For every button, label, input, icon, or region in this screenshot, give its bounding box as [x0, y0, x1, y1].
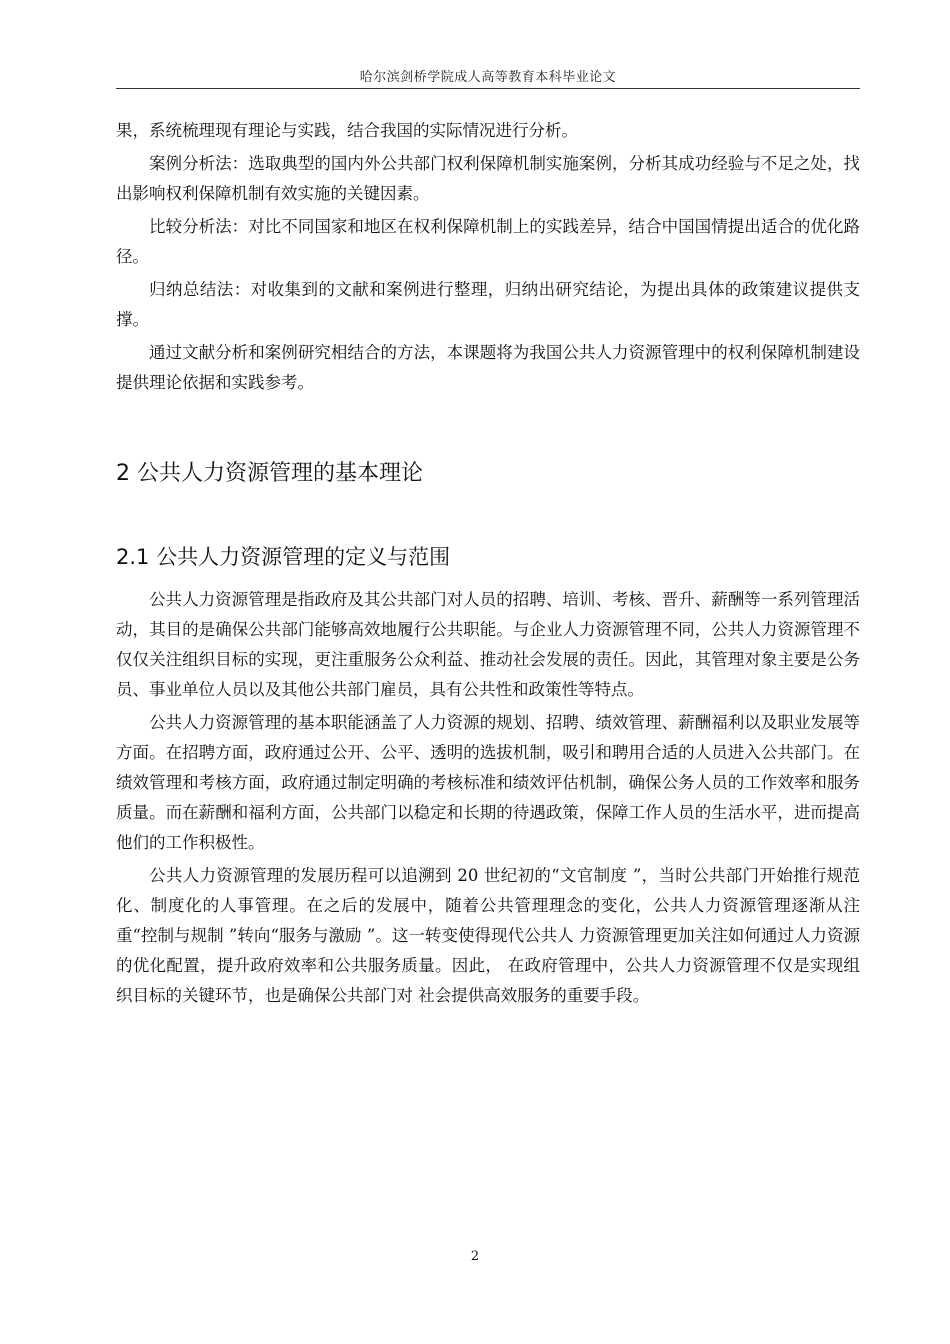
running-header: 哈尔滨剑桥学院成人高等教育本科毕业论文 — [359, 70, 617, 85]
paragraph-case-analysis: 案例分析法：选取典型的国内外公共部门权利保障机制实施案例，分析其成功经验与不足之处，找出影响权利保障机制有效实施的关键因素。 — [116, 154, 860, 203]
paragraph-continuation: 果，系统梳理现有理论与实践，结合我国的实际情况进行分析。 — [116, 121, 578, 140]
subsection-heading: 2.1 公共人力资源管理的定义与范围 — [116, 545, 451, 569]
intro-text-block — [116, 116, 860, 401]
section-text-block — [116, 585, 860, 1014]
paragraph-comparative-analysis: 比较分析法：对比不同国家和地区在权利保障机制上的实践差异，结合中国国情提出适合的优化路径。 — [116, 217, 860, 266]
header-rule — [116, 88, 860, 89]
page-number: 2 — [470, 1249, 480, 1264]
paragraph-definition: 公共人力资源管理是指政府及其公共部门对人员的招聘、培训、考核、晋升、薪酬等一系列管理活动，其目的是确保公共部门能够高效地履行公共职能。与企业人力资源管理不同，公共人力资源管理不仅仅关注组织目标的实现，更注重服务公众利益、推动社会发展的责任。因此，其管理对象主要是公务员、事业单位人员以及其他公共部门雇员，具有公共性和政策性等特点。 — [116, 590, 860, 699]
section-heading: 2 公共人力资源管理的基本理论 — [116, 461, 423, 486]
paragraph-history: 公共人力资源管理的发展历程可以追溯到 20 世纪初的“文官制度 ”，当时公共部门开始推行规范化、制度化的人事管理。在之后的发展中，随着公共管理理念的变化，公共人力资源管理逐渐从注重“控制与规制 ”转向“服务与激励 ”。这一转变使得现代公共人 力资源管理更加关注如何通过人力资源的优化配置，提升政府效率和公共服务质量。因此， 在政府管理中，公共人力资源管理不仅是实现组织目标的关键环节，也是确保公共部门对 社会提供高效服务的重要手段。 — [116, 866, 860, 1005]
paragraph-functions: 公共人力资源管理的基本职能涵盖了人力资源的规划、招聘、绩效管理、薪酬福利以及职业发展等方面。在招聘方面，政府通过公开、公平、透明的选拔机制，吸引和聘用合适的人员进入公共部门。在绩效管理和考核方面，政府通过制定明确的考核标准和绩效评估机制，确保公务人员的工作效率和服务质量。而在薪酬和福利方面，公共部门以稳定和长期的待遇政策，保障工作人员的生活水平，进而提高他们的工作积极性。 — [116, 713, 860, 852]
paragraph-method-conclusion: 通过文献分析和案例研究相结合的方法，本课题将为我国公共人力资源管理中的权利保障机制建设提供理论依据和实践参考。 — [116, 343, 860, 392]
paragraph-inductive-summary: 归纳总结法：对收集到的文献和案例进行整理，归纳出研究结论，为提出具体的政策建议提供支撑。 — [116, 280, 860, 329]
